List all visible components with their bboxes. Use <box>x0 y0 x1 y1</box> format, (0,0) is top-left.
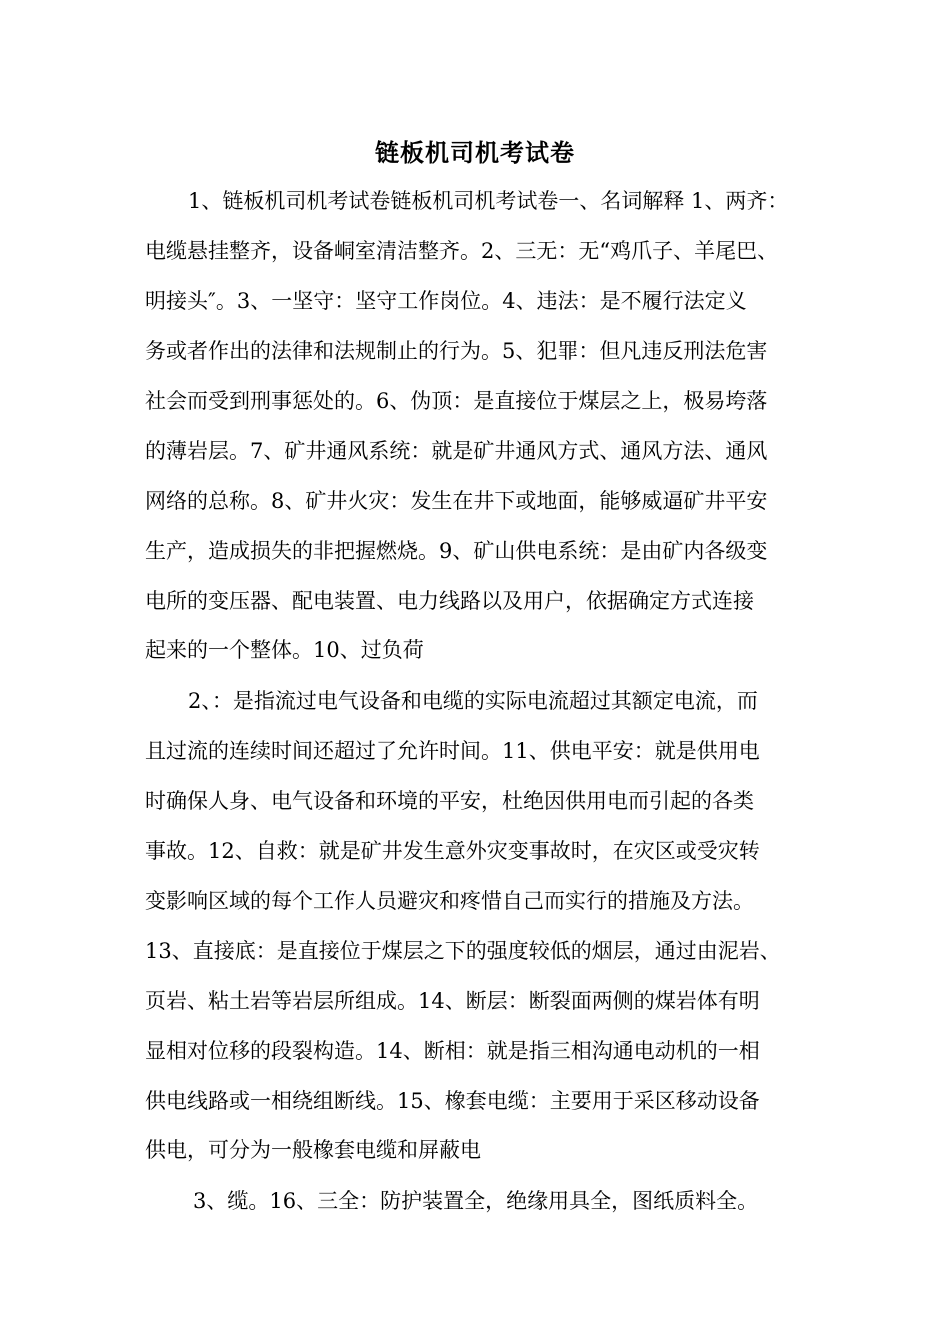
paragraph-line: 明接头″。3、一坚守：坚守工作岗位。4、违法：是不履行法定义 <box>145 289 747 313</box>
paragraph-line: 13、直接底：是直接位于煤层之下的强度较低的烟层，通过由泥岩、 <box>145 939 781 963</box>
paragraph-line: 且过流的连续时间还超过了允许时间。11、供电平安：就是供用电 <box>145 739 760 763</box>
paragraph-line: 3、缆。16、三全：防护装置全，绝缘用具全，图纸质料全。 <box>193 1189 759 1213</box>
paragraph-line: 社会而受到刑事惩处的。6、伪顶：是直接位于煤层之上，极易垮落 <box>145 389 768 413</box>
paragraph-line: 电所的变压器、配电装置、电力线路以及用户，依据确定方式连接 <box>145 589 754 613</box>
paragraph-line: 显相对位移的段裂构造。14、断相：就是指三相沟通电动机的一相 <box>145 1039 760 1063</box>
paragraph-line: 的薄岩层。7、矿井通风系统：就是矿井通风方式、通风方法、通风 <box>145 439 768 463</box>
paragraph-line: 电缆悬挂整齐，设备峒室清洁整齐。2、三无：无“鸡爪子、羊尾巴、 <box>145 239 779 263</box>
paragraph-line: 网络的总称。8、矿井火灾：发生在井下或地面，能够威逼矿井平安 <box>145 489 768 513</box>
paragraph-line: 页岩、粘土岩等岩层所组成。14、断层：断裂面两侧的煤岩体有明 <box>145 989 760 1013</box>
paragraph-line: 供电，可分为一般橡套电缆和屏蔽电 <box>145 1138 481 1162</box>
paragraph-line: 2、：是指流过电气设备和电缆的实际电流超过其额定电流，而 <box>188 689 758 713</box>
paragraph-line: 变影响区域的每个工作人员避灾和疼惜自己而实行的措施及方法。 <box>145 889 754 913</box>
document-title: 链板机司机考试卷 <box>375 138 575 167</box>
paragraph-line: 起来的一个整体。10、过负荷 <box>145 638 424 662</box>
paragraph-line: 1、链板机司机考试卷链板机司机考试卷一、名词解释 1、两齐： <box>188 189 789 213</box>
paragraph-line: 生产，造成损失的非把握燃烧。9、矿山供电系统：是由矿内各级变 <box>145 539 768 563</box>
paragraph-line: 供电线路或一相绕组断线。15、橡套电缆：主要用于采区移动设备 <box>145 1089 760 1113</box>
paragraph-line: 务或者作出的法律和法规制止的行为。5、犯罪：但凡违反刑法危害 <box>145 339 768 363</box>
paragraph-line: 事故。12、自救：就是矿井发生意外灾变事故时，在灾区或受灾转 <box>145 839 760 863</box>
paragraph-line: 时确保人身、电气设备和环境的平安，杜绝因供用电而引起的各类 <box>145 789 754 813</box>
